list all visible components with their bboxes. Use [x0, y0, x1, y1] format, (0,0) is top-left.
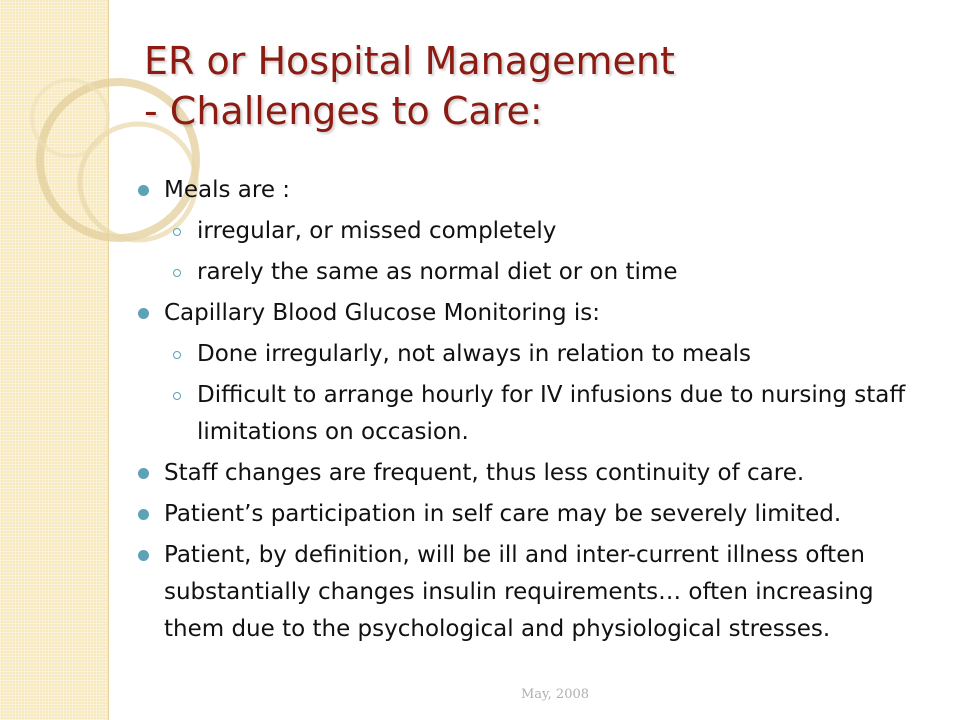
- bullet-text: Done irregularly, not always in relation to meals: [197, 341, 752, 367]
- hollow-circle-bullet-icon: [173, 269, 181, 277]
- bullet-text: Difficult to arrange hourly for IV infusions due to nursing staff limitations on occasion.: [197, 382, 906, 445]
- bullet-item: [138, 455, 938, 492]
- sub-bullet-item: [138, 336, 938, 373]
- filled-circle-bullet-icon: [138, 550, 149, 561]
- hollow-circle-bullet-icon: [173, 351, 181, 359]
- bullet-text: rarely the same as normal diet or on time: [197, 259, 678, 285]
- bullet-text: Patient, by definition, will be ill and inter-current illness often substantially changes insulin requirements… often increasing them due to the psychological and physiological stresses.: [164, 542, 874, 642]
- bullet-text: Capillary Blood Glucose Monitoring is:: [164, 300, 601, 326]
- filled-circle-bullet-icon: [138, 185, 149, 196]
- bullet-text: Patient’s participation in self care may be severely limited.: [164, 501, 842, 527]
- slide-title-line-1: ER or Hospital Management: [144, 39, 675, 83]
- hollow-circle-bullet-icon: [173, 228, 181, 236]
- bullet-text: Meals are :: [164, 177, 291, 203]
- filled-circle-bullet-icon: [138, 468, 149, 479]
- bullet-list: [138, 168, 938, 648]
- bullet-text: irregular, or missed completely: [197, 218, 557, 244]
- sub-bullet-item: [138, 213, 938, 250]
- sub-bullet-item: [138, 254, 938, 291]
- footer-date: May, 2008: [520, 687, 590, 702]
- bullet-item: [138, 295, 938, 332]
- sub-bullet-item: [138, 377, 938, 451]
- slide-title-line-2: - Challenges to Care:: [144, 89, 543, 133]
- filled-circle-bullet-icon: [138, 308, 149, 319]
- hollow-circle-bullet-icon: [173, 392, 181, 400]
- slide-title: [144, 36, 924, 136]
- decorative-circle-small: [32, 80, 108, 156]
- bullet-item: [138, 172, 938, 209]
- bullet-item: [138, 496, 938, 533]
- bullet-item: [138, 537, 938, 648]
- bullet-text: Staff changes are frequent, thus less continuity of care.: [164, 460, 805, 486]
- filled-circle-bullet-icon: [138, 509, 149, 520]
